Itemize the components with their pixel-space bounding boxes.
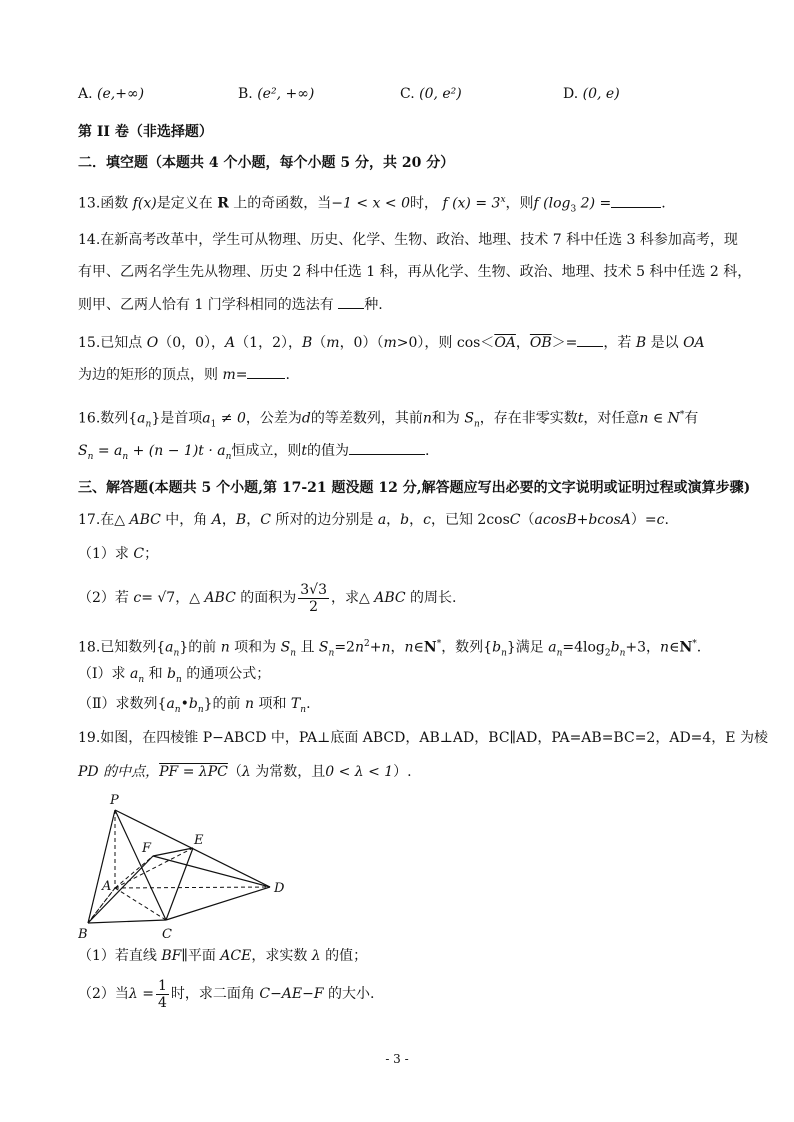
q16-line1 <box>78 405 698 434</box>
q18-b-sub: n <box>501 648 507 659</box>
q19-line2 <box>78 762 412 782</box>
option-a-label: A. <box>78 86 98 102</box>
q19-p2-t1: （2）当 <box>78 986 129 1002</box>
q16-t8: 有 <box>684 410 699 427</box>
q17-plus: + <box>576 512 589 528</box>
q16-nN: n ∈ N <box>639 410 680 427</box>
q16-t1: 16.数列{ <box>78 410 138 427</box>
q18-t5: ，数列{ <box>441 639 493 656</box>
q18-p1-a-sub: n <box>138 674 145 685</box>
q18-c1: ， <box>390 639 405 656</box>
edge-CD <box>166 887 270 920</box>
q17-bcosA: bcosA <box>588 512 631 528</box>
q19-t2: 为常数，且 <box>250 764 326 780</box>
q18-an: a <box>548 639 557 656</box>
q19-range: 0 < λ < 1 <box>325 764 394 780</box>
q15-t9: ，若 <box>603 335 636 351</box>
part2-title: 第 II 卷（非选择题） <box>78 124 213 140</box>
q16-a1-sub: 1 <box>210 419 217 430</box>
q15-t4: （ <box>312 335 327 351</box>
q17-B: B <box>235 512 247 528</box>
q18-S2: S <box>318 639 329 656</box>
q16-Sn-sub: n <box>87 451 94 462</box>
q15-t5: ，0）（ <box>339 335 384 351</box>
q18-p1-t2: 和 <box>144 666 168 682</box>
q17-p2-t1: （2）若 <box>78 590 134 606</box>
edge-CE <box>166 848 193 920</box>
q19-frac-den: 4 <box>157 994 167 1011</box>
q13-text4: 时， <box>409 195 438 212</box>
q17-acosB: acosB <box>534 512 577 528</box>
q15-m: m <box>326 335 340 351</box>
q17-end: . <box>664 512 669 528</box>
q18-log-sub: 2 <box>604 648 611 659</box>
q16-S: S <box>464 410 474 427</box>
q17-area-den: 2 <box>309 598 319 615</box>
q18-eq: =2 <box>334 639 355 656</box>
q19-p1-t3: ，求实数 <box>251 948 312 964</box>
edge-AE <box>115 848 193 888</box>
q14-blank <box>338 294 364 309</box>
q13-fx: f(x) <box>132 195 157 212</box>
q17-p1-end: ； <box>144 546 159 562</box>
q18-t7: +3， <box>625 639 661 656</box>
q18-n4: n <box>404 639 414 656</box>
q17-c5: c <box>656 512 665 528</box>
q19-p1-lambda: λ <box>311 948 321 964</box>
option-a <box>78 86 144 102</box>
label-C: C <box>162 927 172 940</box>
q15-A: A <box>225 335 236 351</box>
q18-p2-b-sub: n <box>197 704 204 715</box>
q19-p2-lambda: λ = <box>128 986 154 1002</box>
q15-l2-end: . <box>285 367 290 383</box>
q17-p2-t4: ，求△ <box>331 590 375 606</box>
q13-text5: ，则 <box>505 195 534 212</box>
q16-t2: }是首项 <box>151 410 203 427</box>
q13-log: f (log <box>533 195 571 212</box>
q18-n2-sup: 2 <box>363 639 370 649</box>
q18-bn: b <box>610 639 620 656</box>
question-13 <box>78 190 666 219</box>
option-c <box>400 86 462 102</box>
q18-t6: }满足 <box>506 639 549 656</box>
q17-c4: ， <box>409 512 424 528</box>
q17-p2-ABC2: ABC <box>374 590 406 606</box>
q18-n2: n <box>354 639 364 656</box>
q14-line3-text: 则甲、乙两人恰有 1 门学科相同的选法有 <box>78 297 339 313</box>
q17-A: A <box>211 512 222 528</box>
q18-part1 <box>78 664 270 690</box>
q19-part1 <box>78 946 367 966</box>
q18-p2-t1: （Ⅱ）求数列{ <box>78 696 167 712</box>
option-b-label: B. <box>238 86 258 102</box>
q13-text3: 上的奇函数，当 <box>228 195 332 212</box>
q17-a: a <box>377 512 387 528</box>
q14-line3 <box>78 294 383 315</box>
q19-t1: PD 的中点， <box>78 764 160 780</box>
q18-part2 <box>78 694 311 720</box>
label-F: F <box>142 841 152 856</box>
q16-line2 <box>78 440 430 467</box>
q17-c2: ， <box>246 512 261 528</box>
q18-t2: }的前 <box>179 639 221 656</box>
q14-line3-end: 种. <box>364 297 383 313</box>
q13-log-base: 3 <box>570 204 577 215</box>
q17-ABC: ABC <box>129 512 161 528</box>
q16-t: t <box>577 410 584 427</box>
label-E: E <box>194 833 204 848</box>
q16-blank <box>349 440 425 455</box>
q15-t1: 15.已知点 <box>78 335 147 351</box>
q16-Sn: S <box>78 443 88 459</box>
label-A: A <box>102 879 112 894</box>
q17-p2-end: 的周长. <box>405 590 457 606</box>
q18-p1-b-sub: n <box>176 674 182 685</box>
q13-text: 13.函数 <box>78 195 133 212</box>
q17-t4: ，已知 2cos <box>430 512 510 528</box>
q16-l2-t2: 的值为 <box>307 443 350 459</box>
q18-p2-t2: }的前 <box>203 696 245 712</box>
q15-line2 <box>78 364 290 385</box>
q18-S-sub: n <box>290 648 297 659</box>
q17-area-fraction <box>298 582 329 615</box>
q18-p1-t3: 的通项公式； <box>181 666 271 682</box>
q17-part1 <box>78 544 158 564</box>
q16-t7: ，对任意 <box>583 410 640 427</box>
option-a-expr: (e,+∞) <box>97 86 145 102</box>
q18-p2-a-sub: n <box>174 704 181 715</box>
q19-p1-t2: ∥平面 <box>181 948 221 964</box>
q18-p2-a: a <box>166 696 175 712</box>
q18-p2-T: T <box>290 696 301 712</box>
q18-t4: 且 <box>296 639 319 656</box>
q19-vector-eq: PF = λPC <box>159 764 228 780</box>
q19-p1-t1: （1）若直线 <box>78 948 162 964</box>
q14-line2: 有甲、乙两名学生先从物理、历史 2 科中任选 1 科，再从化学、生物、政治、地理、技术 5 科中任选 2 科， <box>78 264 752 280</box>
edge-BF <box>88 856 153 923</box>
q16-S-sub: n <box>473 419 480 430</box>
q18-t3: 项和为 <box>229 639 281 656</box>
q16-a: a <box>137 410 146 427</box>
q15-B: B <box>301 335 313 351</box>
q17-c3: ， <box>386 512 401 528</box>
q17-p2-t2: = √7，△ <box>141 590 205 606</box>
section3-title: 三、解答题(本题共 5 个小题,第 17-21 题没题 12 分,解答题应写出必要的文字说明或证明过程或演算步骤) <box>78 480 751 496</box>
q18-N-sup: * <box>436 639 442 649</box>
q16-t5: 和为 <box>431 410 465 427</box>
q16-l2-end: . <box>425 443 430 459</box>
q16-nN-sup: * <box>679 410 685 420</box>
q15-l2-t1: 为边的矩形的顶点，则 <box>78 367 223 383</box>
q15-t2: （0，0）， <box>158 335 226 351</box>
q13-blank <box>611 193 661 208</box>
q18-n3: n <box>381 639 391 656</box>
option-d-label: D. <box>563 86 583 102</box>
q16-d: d <box>301 410 311 427</box>
q17-C: C <box>260 512 271 528</box>
q18-n5: n <box>660 639 670 656</box>
q19-p2-angle: C−AE−F <box>259 986 324 1002</box>
q17-part2 <box>78 580 457 616</box>
q15-l2-eq: = <box>235 367 248 383</box>
q17-area-num: 3√3 <box>300 581 328 598</box>
label-B: B <box>78 927 88 940</box>
q16-t4: 的等差数列，其前 <box>310 410 423 427</box>
q16-t3: ，公差为 <box>245 410 302 427</box>
q15-OA: OA <box>683 335 705 351</box>
q17-C2: C <box>509 512 521 528</box>
q17-rp: ）= <box>630 512 657 528</box>
q13-R: R <box>217 195 229 212</box>
q19-line1: 19.如图，在四棱锥 P−ABCD 中，PA⊥底面 ABCD，AB⊥AD，BC∥AD，PA=AB=BC=2，AD=4，E 为棱 <box>78 730 768 746</box>
q18-n: n <box>220 639 230 656</box>
q15-t6: >0），则 cos＜ <box>396 335 495 351</box>
q19-lambda: λ <box>241 764 251 780</box>
q17-p1-t: （1）求 <box>78 546 134 562</box>
q16-a1: a <box>202 410 211 427</box>
q14-line1: 14.在新高考改革中，学生可从物理、历史、化学、生物、政治、地理、技术 7 科中任选 3 科参加高考，现 <box>78 232 738 248</box>
q16-term-sub: n <box>225 451 232 462</box>
q19-frac-num: 1 <box>157 977 167 994</box>
q18-N: N <box>423 639 437 656</box>
q15-t8: ＞= <box>551 335 578 351</box>
q16-term: + (n − 1)t · a <box>128 443 226 459</box>
q17-lp: （ <box>520 512 535 528</box>
q18-p2-t3: 项和 <box>254 696 291 712</box>
q18-end: . <box>696 639 702 656</box>
edge-AF <box>115 856 153 888</box>
q15-O: O <box>146 335 159 351</box>
pyramid-figure <box>78 790 298 940</box>
q13-text2: 是定义在 <box>156 195 218 212</box>
q15-line1 <box>78 332 705 353</box>
label-P: P <box>110 793 119 808</box>
q16-neq: ≠ 0 <box>216 410 246 427</box>
q18-N2: N <box>679 639 693 656</box>
q18-an-sub: n <box>556 648 563 659</box>
q18-p1-b: b <box>167 666 177 682</box>
q16-a-sub: n <box>145 419 152 430</box>
q19-part2 <box>78 976 374 1012</box>
q19-p2-end: 的大小. <box>323 986 375 1002</box>
q17-p2-ABC: ABC <box>204 590 236 606</box>
q15-vec-OA: $\overline{OA}$ <box>494 335 516 351</box>
q18-line1 <box>78 634 701 663</box>
q18-plus: + <box>369 639 382 656</box>
edge-FE <box>153 848 193 856</box>
q15-l2-m: m <box>222 367 236 383</box>
label-D: D <box>274 881 285 896</box>
q13-func: f (x) = 3 <box>442 195 501 212</box>
option-c-expr: (0, e²) <box>419 86 462 102</box>
q18-p2-n: n <box>244 696 255 712</box>
q18-N2-sup: * <box>692 639 697 649</box>
q19-p2-t2: 时，求二面角 <box>170 986 260 1002</box>
q18-S: S <box>280 639 291 656</box>
option-b <box>238 86 314 102</box>
option-c-label: C. <box>400 86 420 102</box>
q16-an-sub: n <box>122 451 129 462</box>
q15-blank2 <box>247 364 285 379</box>
q15-t10: 是以 <box>646 335 684 351</box>
q18-p2-end: . <box>306 696 311 712</box>
q16-an: = a <box>93 443 123 459</box>
q17-b: b <box>400 512 410 528</box>
q18-p1-a: a <box>129 666 139 682</box>
q18-p1-t1: （Ⅰ）求 <box>78 666 130 682</box>
q19-p1-ACE: ACE <box>220 948 252 964</box>
q17-p2-t3: 的面积为 <box>235 590 297 606</box>
q15-vec-OB: $\overline{OB}$ <box>529 335 552 351</box>
q15-blank1 <box>577 332 603 347</box>
edge-FD <box>153 856 270 887</box>
q15-t3: （1，2）， <box>235 335 302 351</box>
q19-lp: （ <box>227 764 242 780</box>
edge-AD <box>115 887 270 888</box>
q16-n: n <box>422 410 432 427</box>
q18-p2-b: b <box>188 696 198 712</box>
q18-bn-sub: n <box>619 648 626 659</box>
q17-p1-C: C <box>133 546 145 562</box>
q19-p1-end: 的值； <box>320 948 368 964</box>
q19-lambda-fraction <box>156 978 169 1011</box>
q18-a-sub: n <box>173 648 180 659</box>
q15-t7: ， <box>515 335 530 351</box>
q17-t2: 中，角 <box>160 512 212 528</box>
q18-t1: 18.已知数列{ <box>78 639 166 656</box>
q18-p2-dot: • <box>180 696 189 712</box>
section2-title: 二．填空题（本题共 4 个小题，每个小题 5 分，共 20 分） <box>78 155 455 171</box>
q18-in2: ∈ <box>669 639 680 656</box>
option-d-expr: (0, e) <box>582 86 620 102</box>
q19-p1-BF: BF <box>161 948 182 964</box>
q17-t1: 17.在△ <box>78 512 130 528</box>
q18-a: a <box>165 639 174 656</box>
q13-end: . <box>661 195 666 212</box>
q16-l2-t1: 恒成立，则 <box>231 443 302 459</box>
q13-interval: −1 < x < 0 <box>331 195 410 212</box>
page-number: - 3 - <box>385 1052 409 1066</box>
q18-p2-T-sub: n <box>300 704 307 715</box>
q18-b: b <box>492 639 502 656</box>
q15-B2: B <box>635 335 647 351</box>
option-b-expr: (e², +∞) <box>257 86 315 102</box>
option-d <box>563 86 620 102</box>
q17-line1 <box>78 510 669 530</box>
q19-end: ）. <box>393 764 412 780</box>
edge-BC <box>88 920 166 923</box>
q18-log: =4log <box>562 639 605 656</box>
q13-func-exp: x <box>500 195 506 205</box>
q15-m2: m <box>383 335 397 351</box>
q17-c: c <box>423 512 431 528</box>
q17-p2-c: c <box>133 590 142 606</box>
q17-t3: 所对的边分别是 <box>270 512 378 528</box>
q18-S2-sub: n <box>328 648 335 659</box>
q16-l2-t: t <box>301 443 308 459</box>
q18-in: ∈ <box>413 639 424 656</box>
q17-c1: ， <box>221 512 236 528</box>
q16-t6: ，存在非零实数 <box>479 410 578 427</box>
q13-log-arg: 2) = <box>576 195 612 212</box>
